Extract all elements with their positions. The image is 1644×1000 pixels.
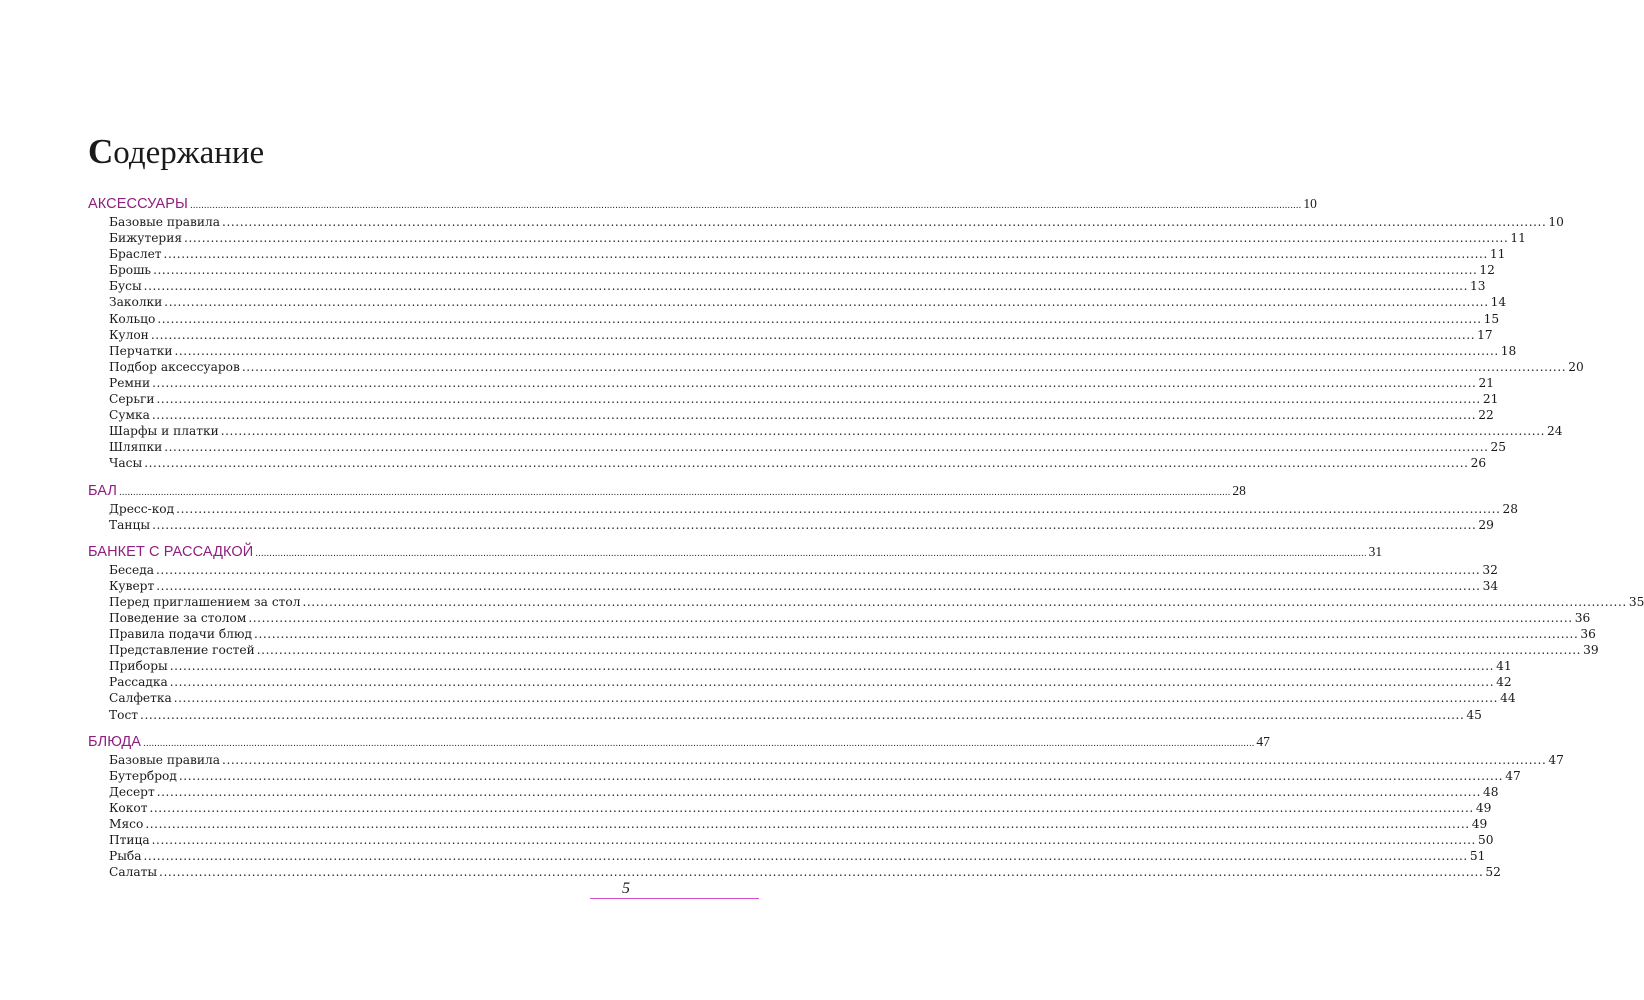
entry-page-number: 21 — [1478, 375, 1494, 390]
entry-title: Салаты — [109, 865, 158, 880]
toc-entry[interactable] — [88, 214, 1564, 230]
entry-title: Беседа — [109, 562, 154, 577]
page-number: 5 — [622, 880, 630, 897]
entry-page-number: 39 — [1583, 643, 1599, 658]
dot-leader: ............................................................................................................................................................................................................................................................................................................ — [174, 343, 1499, 358]
toc-entry[interactable] — [88, 707, 1482, 723]
dot-leader: ............................................................................................................................................................................................................................................................................................................ — [220, 424, 1546, 439]
toc-entry[interactable] — [88, 658, 1512, 674]
page-title — [88, 132, 264, 173]
dot-leader: ............................................................................................................................................................................................................................................................................................................ — [302, 594, 1627, 609]
entry-page-number: 14 — [1490, 295, 1507, 310]
entry-title: Заколки — [109, 295, 163, 310]
section-page-number: 28 — [1232, 482, 1246, 498]
toc-section-heading[interactable] — [88, 542, 1383, 562]
dot-leader: ................................................................................................................................................................................................................................................................................................................................................................................................................ — [119, 486, 1231, 498]
dot-leader: ............................................................................................................................................................................................................................................................................................................ — [152, 517, 1477, 532]
entry-title: Бутерброд — [109, 768, 177, 783]
entry-title: Кокот — [109, 800, 148, 815]
toc-entry[interactable] — [88, 359, 1584, 375]
entry-page-number: 47 — [1548, 752, 1564, 767]
dot-leader: ............................................................................................................................................................................................................................................................................................................ — [157, 311, 1482, 326]
dot-leader: ............................................................................................................................................................................................................................................................................................................ — [169, 675, 1495, 690]
toc-entry[interactable] — [88, 848, 1486, 864]
entry-page-number: 26 — [1470, 456, 1487, 471]
entry-page-number: 29 — [1478, 517, 1494, 532]
toc-entry[interactable] — [88, 690, 1516, 706]
dot-leader: ............................................................................................................................................................................................................................................................................................................ — [151, 833, 1476, 848]
entry-page-number: 13 — [1470, 279, 1486, 294]
entry-title: Подбор аксессуаров — [109, 359, 240, 374]
dot-leader: ............................................................................................................................................................................................................................................................................................................ — [156, 784, 1482, 799]
toc-entry[interactable] — [88, 278, 1486, 294]
entry-page-number: 18 — [1500, 343, 1517, 358]
toc-entry[interactable] — [88, 375, 1494, 391]
toc-entry[interactable] — [88, 562, 1498, 578]
entry-title: Серьги — [109, 392, 155, 407]
table-of-contents — [88, 194, 1644, 880]
dot-leader: ............................................................................................................................................................................................................................................................................................................ — [144, 456, 1469, 471]
toc-entry[interactable] — [88, 800, 1492, 816]
entry-page-number: 34 — [1482, 578, 1499, 593]
entry-title: Бусы — [109, 279, 142, 294]
entry-page-number: 20 — [1568, 359, 1584, 374]
entry-title: Поведение за столом — [109, 610, 247, 625]
entry-title: Часы — [109, 456, 143, 471]
dot-leader: ............................................................................................................................................................................................................................................................................................................ — [222, 752, 1547, 767]
entry-page-number: 35 — [1628, 594, 1644, 609]
entry-page-number: 49 — [1471, 817, 1488, 831]
dot-leader: ............................................................................................................................................................................................................................................................................................................ — [222, 215, 1547, 229]
entry-title: Танцы — [109, 517, 151, 532]
toc-entry[interactable] — [88, 455, 1487, 471]
dot-leader: ............................................................................................................................................................................................................................................................................................................ — [153, 263, 1478, 278]
dot-leader: ............................................................................................................................................................................................................................................................................................................ — [149, 800, 1474, 815]
entry-page-number: 36 — [1580, 627, 1596, 642]
entry-title: Кулон — [109, 327, 149, 342]
toc-section-heading[interactable] — [88, 732, 1270, 752]
dot-leader: ............................................................................................................................................................................................................................................................................................................ — [145, 817, 1470, 831]
dot-leader: ................................................................................................................................................................................................................................................................................................................................................................................................................ — [143, 737, 1255, 749]
entry-page-number: 49 — [1475, 800, 1492, 815]
dot-leader: ............................................................................................................................................................................................................................................................................................................ — [256, 643, 1582, 658]
toc-entry[interactable] — [88, 230, 1526, 246]
section-page-number: 47 — [1256, 733, 1270, 749]
toc-entry[interactable] — [88, 768, 1521, 784]
entry-page-number: 12 — [1479, 263, 1495, 278]
entry-page-number: 28 — [1502, 501, 1519, 516]
toc-entry[interactable] — [88, 832, 1494, 848]
toc-entry[interactable] — [88, 578, 1499, 594]
entry-page-number: 11 — [1489, 247, 1506, 262]
toc-entry[interactable] — [88, 311, 1500, 327]
entry-title: Тост — [109, 707, 139, 722]
entry-page-number: 17 — [1477, 327, 1493, 342]
toc-entry[interactable] — [88, 246, 1506, 262]
entry-title: Мясо — [109, 817, 144, 831]
toc-entry[interactable] — [88, 501, 1519, 517]
dot-leader: ............................................................................................................................................................................................................................................................................................................ — [156, 578, 1481, 593]
dot-leader: ............................................................................................................................................................................................................................................................................................................ — [140, 707, 1465, 722]
entry-page-number: 24 — [1547, 424, 1563, 439]
entry-page-number: 32 — [1482, 562, 1498, 577]
toc-section — [88, 194, 1584, 472]
dot-leader: ............................................................................................................................................................................................................................................................................................................ — [241, 359, 1567, 374]
entry-title: Приборы — [109, 659, 168, 674]
dot-leader: ............................................................................................................................................................................................................................................................................................................ — [176, 501, 1501, 516]
dot-leader: ............................................................................................................................................................................................................................................................................................................ — [184, 231, 1509, 246]
section-title: АКСЕССУАРЫ — [88, 196, 188, 212]
entry-page-number: 36 — [1574, 610, 1591, 625]
entry-title: Браслет — [109, 247, 162, 262]
folio-rule — [590, 898, 759, 899]
toc-entry[interactable] — [88, 343, 1517, 359]
dot-leader: ............................................................................................................................................................................................................................................................................................................ — [178, 768, 1504, 783]
toc-entry[interactable] — [88, 626, 1596, 642]
dot-leader: ............................................................................................................................................................................................................................................................................................................ — [156, 392, 1481, 407]
entry-title: Рассадка — [109, 675, 168, 690]
toc-section — [88, 732, 1564, 881]
entry-page-number: 48 — [1483, 784, 1499, 799]
entry-page-number: 11 — [1510, 231, 1526, 246]
toc-entry[interactable] — [88, 752, 1564, 768]
entry-page-number: 44 — [1500, 691, 1516, 706]
entry-title: Базовые правила — [109, 215, 221, 229]
entry-page-number: 50 — [1477, 833, 1494, 848]
toc-entry[interactable] — [88, 327, 1493, 343]
entry-title: Перчатки — [109, 343, 173, 358]
dot-leader: ............................................................................................................................................................................................................................................................................................................ — [143, 849, 1468, 864]
entry-page-number: 22 — [1478, 408, 1494, 423]
entry-page-number: 41 — [1496, 659, 1512, 674]
entry-title: Шарфы и платки — [109, 424, 219, 439]
entry-title: Десерт — [109, 784, 155, 799]
entry-page-number: 51 — [1469, 849, 1486, 864]
toc-entry[interactable] — [88, 610, 1591, 626]
entry-title: Бижутерия — [109, 231, 183, 246]
entry-title: Ремни — [109, 375, 151, 390]
entry-page-number: 45 — [1466, 707, 1482, 722]
entry-page-number: 25 — [1490, 440, 1507, 455]
dot-leader: ............................................................................................................................................................................................................................................................................................................ — [151, 408, 1477, 423]
entry-page-number: 47 — [1505, 768, 1521, 783]
entry-title: Шляпки — [109, 440, 163, 455]
toc-entry[interactable] — [88, 864, 1501, 880]
entry-page-number: 10 — [1548, 215, 1564, 229]
entry-title: Представление гостей — [109, 643, 255, 658]
section-title: БАНКЕТ С РАССАДКОЙ — [88, 543, 254, 560]
toc-section — [88, 481, 1519, 533]
entry-title: Кольцо — [109, 311, 156, 326]
toc-section-heading[interactable] — [88, 481, 1246, 501]
entry-page-number: 21 — [1482, 392, 1499, 407]
entry-title: Базовые правила — [109, 752, 221, 767]
entry-title: Дресс-код — [109, 501, 175, 516]
dot-leader: ............................................................................................................................................................................................................................................................................................................ — [169, 659, 1495, 674]
toc-entry[interactable] — [88, 407, 1494, 423]
title-rest: одержание — [113, 135, 265, 171]
toc-entry[interactable] — [88, 439, 1507, 455]
entry-title: Птица — [109, 833, 150, 848]
dot-leader: ............................................................................................................................................................................................................................................................................................................ — [254, 627, 1579, 642]
dot-leader: ............................................................................................................................................................................................................................................................................................................ — [159, 865, 1484, 880]
dot-leader: ................................................................................................................................................................................................................................................................................................................................................................................................................ — [255, 547, 1367, 559]
dot-leader: ............................................................................................................................................................................................................................................................................................................ — [164, 440, 1489, 455]
entry-title: Куверт — [109, 578, 155, 593]
entry-page-number: 15 — [1483, 311, 1500, 326]
dot-leader: ............................................................................................................................................................................................................................................................................................................ — [152, 375, 1477, 390]
entry-title: Салфетка — [109, 691, 172, 706]
title-initial: С — [88, 132, 114, 171]
entry-page-number: 52 — [1485, 865, 1501, 880]
toc-section-heading[interactable] — [88, 194, 1317, 214]
toc-entry[interactable] — [88, 594, 1644, 610]
entry-title: Правила подачи блюд — [109, 627, 253, 642]
entry-title: Брошь — [109, 263, 152, 278]
dot-leader: ............................................................................................................................................................................................................................................................................................................ — [248, 610, 1573, 625]
toc-entry[interactable] — [88, 816, 1488, 832]
toc-section — [88, 542, 1644, 723]
entry-title: Рыба — [109, 849, 142, 864]
dot-leader: ............................................................................................................................................................................................................................................................................................................ — [173, 691, 1499, 706]
toc-entry[interactable] — [88, 391, 1499, 407]
dot-leader: ............................................................................................................................................................................................................................................................................................................ — [150, 327, 1476, 342]
section-page-number: 31 — [1368, 543, 1383, 559]
section-title: БЛЮДА — [88, 733, 142, 750]
section-title: БАЛ — [88, 482, 118, 499]
dot-leader: ............................................................................................................................................................................................................................................................................................................ — [143, 279, 1468, 294]
toc-entry[interactable] — [88, 784, 1499, 800]
toc-entry[interactable] — [88, 423, 1563, 439]
toc-entry[interactable] — [88, 674, 1512, 690]
toc-entry[interactable] — [88, 517, 1494, 533]
toc-entry[interactable] — [88, 642, 1599, 658]
dot-leader: ................................................................................................................................................................................................................................................................................................................................................................................................................ — [189, 200, 1302, 211]
toc-entry[interactable] — [88, 262, 1495, 278]
entry-title: Сумка — [109, 408, 150, 423]
entry-title: Перед приглашением за стол — [109, 594, 301, 609]
toc-entry[interactable] — [88, 294, 1507, 310]
dot-leader: ............................................................................................................................................................................................................................................................................................................ — [163, 247, 1488, 262]
entry-page-number: 42 — [1496, 675, 1512, 690]
dot-leader: ............................................................................................................................................................................................................................................................................................................ — [155, 562, 1481, 577]
section-page-number: 10 — [1303, 196, 1317, 211]
dot-leader: ............................................................................................................................................................................................................................................................................................................ — [164, 295, 1489, 310]
